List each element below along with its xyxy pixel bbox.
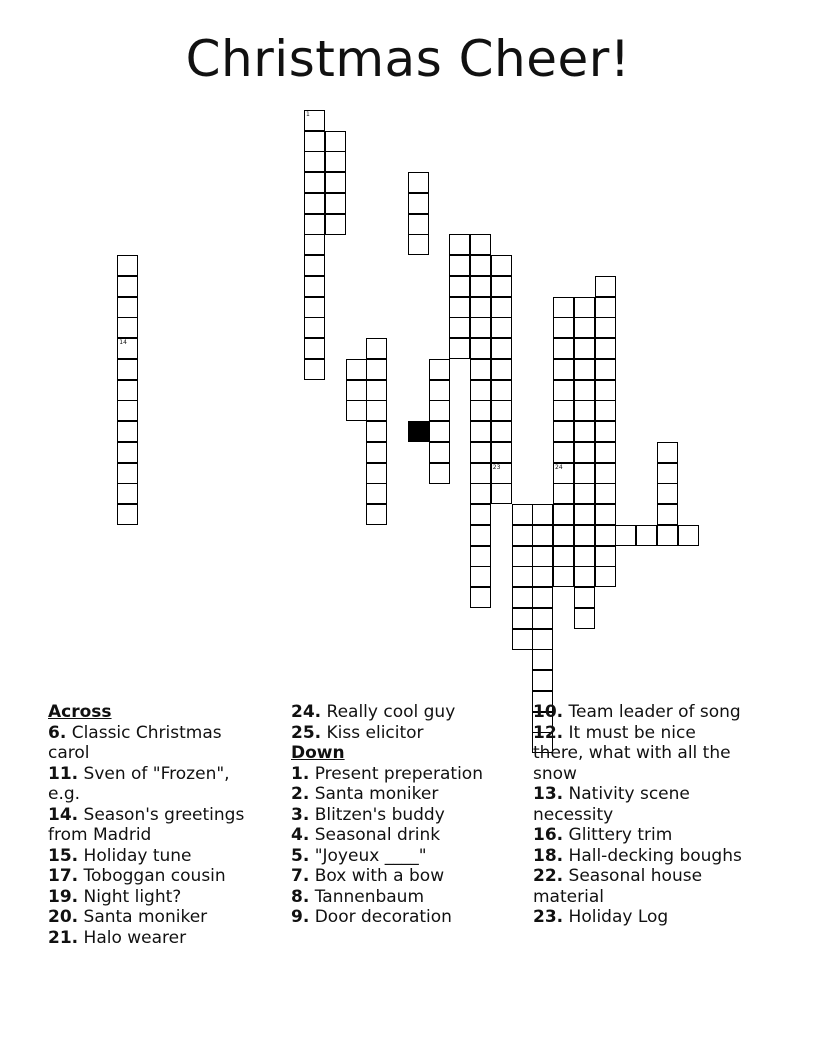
grid-cell[interactable]: [408, 172, 429, 193]
down-clue-list: [291, 764, 506, 928]
clue-item-text: Really cool guy: [326, 702, 456, 722]
grid-cell[interactable]: [553, 297, 574, 318]
clue-item-number: 21.: [48, 927, 79, 948]
clue-item: [533, 825, 748, 846]
clue-item-number: 24.: [291, 702, 322, 722]
grid-cell[interactable]: [532, 525, 553, 546]
down-heading: Down: [291, 743, 345, 763]
grid-cell[interactable]: [657, 442, 678, 463]
grid-cell[interactable]: [117, 359, 138, 380]
clue-item: [48, 887, 263, 908]
grid-cell[interactable]: [491, 338, 512, 359]
grid-cell[interactable]: [117, 255, 138, 276]
clue-item-text: Door decoration: [314, 907, 452, 927]
grid-cell[interactable]: [532, 587, 553, 608]
grid-cell[interactable]: [595, 400, 616, 421]
across-clue-list: [48, 723, 263, 949]
grid-cell[interactable]: [117, 483, 138, 504]
grid-cell[interactable]: [470, 483, 491, 504]
grid-cell[interactable]: [449, 255, 470, 276]
grid-cell[interactable]: [553, 525, 574, 546]
grid-cell[interactable]: [449, 276, 470, 297]
grid-cell[interactable]: [470, 400, 491, 421]
grid-cell[interactable]: [304, 110, 325, 131]
grid-cell[interactable]: [304, 151, 325, 172]
clue-item-number: 1.: [291, 763, 310, 784]
clue-item-number: 16.: [533, 825, 564, 845]
grid-cell[interactable]: [532, 608, 553, 629]
clue-item-text: Team leader of song: [568, 702, 741, 722]
grid-cell[interactable]: [574, 380, 595, 401]
grid-cell[interactable]: [595, 421, 616, 442]
grid-cell[interactable]: [595, 338, 616, 359]
grid-cell[interactable]: [449, 338, 470, 359]
puzzle-title: Christmas Cheer!: [185, 30, 631, 88]
clue-number: 1: [306, 110, 310, 118]
grid-cell[interactable]: [532, 566, 553, 587]
grid-cell[interactable]: [553, 442, 574, 463]
clue-item-text: Glittery trim: [568, 825, 673, 845]
clue-item: [48, 723, 263, 764]
grid-cell[interactable]: [491, 297, 512, 318]
grid-cell[interactable]: [304, 214, 325, 235]
grid-cell[interactable]: [429, 442, 450, 463]
grid-cell[interactable]: [553, 380, 574, 401]
grid-cell[interactable]: [574, 359, 595, 380]
clue-item-text: Classic Christmas carol: [48, 722, 222, 763]
grid-cell[interactable]: [574, 504, 595, 525]
clue-item: [291, 805, 506, 826]
clue-item-text: Holiday tune: [83, 845, 192, 866]
grid-cell[interactable]: [595, 380, 616, 401]
grid-cell[interactable]: [553, 546, 574, 567]
clue-item-number: 18.: [533, 845, 564, 866]
grid-cell[interactable]: [574, 587, 595, 608]
clue-item-text: Seasonal drink: [314, 825, 441, 845]
clue-item-number: 17.: [48, 866, 79, 886]
clue-item: [48, 764, 263, 805]
clue-item-text: Present preperation: [314, 763, 483, 784]
grid-cell[interactable]: [532, 546, 553, 567]
grid-cell[interactable]: [117, 421, 138, 442]
grid-cell[interactable]: [678, 525, 699, 546]
grid-cell[interactable]: [346, 359, 367, 380]
clue-item-text: Nativity scene necessity: [533, 784, 690, 825]
clue-item-number: 23.: [533, 907, 564, 927]
grid-cell[interactable]: [117, 338, 138, 359]
grid-cell[interactable]: [491, 255, 512, 276]
grid-cell[interactable]: [595, 483, 616, 504]
grid-cell[interactable]: [470, 380, 491, 401]
grid-cell[interactable]: [429, 463, 450, 484]
grid-cell[interactable]: [512, 504, 533, 525]
grid-cell[interactable]: [366, 442, 387, 463]
clue-item-number: 7.: [291, 866, 310, 886]
grid-cell[interactable]: [325, 172, 346, 193]
grid-cell[interactable]: [512, 608, 533, 629]
grid-cell[interactable]: [595, 297, 616, 318]
grid-cell[interactable]: [304, 359, 325, 380]
clue-item: [48, 928, 263, 949]
clue-item-text: Halo wearer: [83, 927, 187, 948]
grid-cell[interactable]: [574, 463, 595, 484]
grid-cell[interactable]: [574, 525, 595, 546]
grid-cell[interactable]: [408, 193, 429, 214]
grid-cell[interactable]: [574, 483, 595, 504]
clue-item-text: Seasonal house material: [533, 866, 703, 907]
clue-number: 24: [555, 463, 563, 471]
grid-cell[interactable]: [574, 421, 595, 442]
grid-cell[interactable]: [595, 276, 616, 297]
grid-cell[interactable]: [553, 359, 574, 380]
grid-cell[interactable]: [553, 338, 574, 359]
grid-cell[interactable]: [574, 297, 595, 318]
grid-cell[interactable]: [325, 151, 346, 172]
grid-cell[interactable]: [532, 504, 553, 525]
clue-item-text: It must be nice there, what with all the snow: [533, 722, 731, 784]
grid-cell[interactable]: [512, 587, 533, 608]
clue-item-number: 11.: [48, 763, 79, 784]
grid-cell[interactable]: [512, 629, 533, 650]
across-clue-list-continued: [291, 702, 506, 743]
grid-cell[interactable]: [470, 421, 491, 442]
grid-cell[interactable]: [574, 442, 595, 463]
clue-item-number: 2.: [291, 784, 310, 804]
grid-cell[interactable]: [117, 463, 138, 484]
clue-item-number: 22.: [533, 866, 564, 886]
clue-item-number: 3.: [291, 804, 310, 825]
grid-cell[interactable]: [491, 276, 512, 297]
grid-cell[interactable]: [304, 276, 325, 297]
grid-cell[interactable]: [491, 463, 512, 484]
grid-cell[interactable]: [595, 463, 616, 484]
grid-cell[interactable]: [470, 525, 491, 546]
grid-cell[interactable]: [366, 421, 387, 442]
grid-cell[interactable]: [325, 193, 346, 214]
clue-item-number: 9.: [291, 907, 310, 927]
grid-cell[interactable]: [304, 338, 325, 359]
grid-cell[interactable]: [449, 234, 470, 255]
grid-cell[interactable]: [429, 380, 450, 401]
grid-cell[interactable]: [117, 504, 138, 525]
grid-cell[interactable]: [470, 566, 491, 587]
grid-cell[interactable]: [470, 546, 491, 567]
grid-cell[interactable]: [429, 359, 450, 380]
clue-item-text: Toboggan cousin: [83, 866, 226, 886]
clue-item: [48, 907, 263, 928]
clue-item: [291, 866, 506, 887]
clue-item: [48, 846, 263, 867]
grid-cell[interactable]: [595, 359, 616, 380]
clue-number: 14: [119, 339, 127, 347]
grid-cell[interactable]: [574, 317, 595, 338]
grid-cell[interactable]: [304, 255, 325, 276]
clue-item-text: Santa moniker: [314, 784, 439, 804]
clue-item: [533, 702, 748, 723]
grid-cell[interactable]: [553, 504, 574, 525]
grid-cell[interactable]: [657, 483, 678, 504]
clues-column-1: [48, 702, 263, 948]
clue-item: [48, 866, 263, 887]
clue-item-number: 19.: [48, 886, 79, 907]
grid-cell[interactable]: [574, 338, 595, 359]
grid-cell[interactable]: [657, 463, 678, 484]
grid-cell[interactable]: [304, 234, 325, 255]
clue-item-number: 6.: [48, 722, 67, 743]
grid-cell[interactable]: [636, 525, 657, 546]
grid-cell[interactable]: [595, 566, 616, 587]
grid-cell[interactable]: [470, 255, 491, 276]
clue-item: [291, 846, 506, 867]
grid-cell[interactable]: [553, 483, 574, 504]
clue-item-number: 8.: [291, 886, 310, 907]
grid-cell[interactable]: [449, 297, 470, 318]
grid-cell[interactable]: [595, 525, 616, 546]
grid-cell[interactable]: [615, 525, 636, 546]
grid-cell[interactable]: [470, 234, 491, 255]
grid-cell[interactable]: [470, 359, 491, 380]
clue-item-text: Hall-decking boughs: [568, 845, 742, 866]
grid-cell[interactable]: [595, 504, 616, 525]
grid-cell[interactable]: [366, 380, 387, 401]
clue-item-number: 13.: [533, 784, 564, 804]
grid-cell[interactable]: [574, 566, 595, 587]
grid-cell[interactable]: [512, 525, 533, 546]
clue-item-text: Holiday Log: [568, 907, 669, 927]
grid-cell[interactable]: [346, 400, 367, 421]
clue-item-number: 25.: [291, 722, 322, 743]
clue-item-text: Kiss elicitor: [326, 722, 424, 743]
grid-cell[interactable]: [117, 276, 138, 297]
grid-cell[interactable]: [657, 525, 678, 546]
clue-item: [533, 784, 748, 825]
grid-cell[interactable]: [304, 131, 325, 152]
clue-item: [533, 846, 748, 867]
clue-item: [291, 907, 506, 928]
grid-cell[interactable]: [325, 131, 346, 152]
grid-cell[interactable]: [304, 297, 325, 318]
grid-cell[interactable]: [491, 317, 512, 338]
clue-item-text: "Joyeux ____": [314, 845, 427, 866]
grid-cell[interactable]: [366, 400, 387, 421]
grid-cell[interactable]: [553, 400, 574, 421]
grid-cell[interactable]: [429, 400, 450, 421]
grid-cell[interactable]: [512, 546, 533, 567]
grid-cell[interactable]: [117, 380, 138, 401]
clue-item-text: Season's greetings from Madrid: [48, 804, 245, 845]
grid-cell[interactable]: [595, 317, 616, 338]
grid-cell[interactable]: [408, 234, 429, 255]
clue-item: [291, 784, 506, 805]
grid-cell[interactable]: [366, 359, 387, 380]
grid-cell[interactable]: [470, 442, 491, 463]
grid-cell[interactable]: [532, 629, 553, 650]
grid-cell[interactable]: [657, 504, 678, 525]
grid-cell[interactable]: [491, 442, 512, 463]
grid-cell[interactable]: [491, 400, 512, 421]
grid-cell[interactable]: [408, 214, 429, 235]
grid-cell[interactable]: [117, 400, 138, 421]
grid-cell[interactable]: [512, 566, 533, 587]
clue-item: [291, 887, 506, 908]
grid-cell[interactable]: [117, 442, 138, 463]
grid-cell[interactable]: [595, 442, 616, 463]
grid-cell[interactable]: [553, 421, 574, 442]
grid-cell[interactable]: [366, 483, 387, 504]
grid-cell[interactable]: [574, 608, 595, 629]
grid-cell[interactable]: [553, 566, 574, 587]
grid-cell[interactable]: [532, 649, 553, 670]
grid-cell[interactable]: [470, 504, 491, 525]
grid-cell[interactable]: [553, 463, 574, 484]
clue-item-number: 12.: [533, 722, 564, 743]
grid-cell[interactable]: [574, 400, 595, 421]
grid-cell[interactable]: [491, 380, 512, 401]
clue-item-text: Santa moniker: [83, 907, 208, 927]
grid-cell[interactable]: [117, 297, 138, 318]
grid-cell[interactable]: [366, 338, 387, 359]
clue-item: [533, 907, 748, 928]
grid-cell[interactable]: [470, 338, 491, 359]
clue-item: [533, 866, 748, 907]
grid-cell[interactable]: [366, 504, 387, 525]
grid-cell[interactable]: [574, 546, 595, 567]
grid-cell[interactable]: [304, 172, 325, 193]
clue-item-text: Box with a bow: [314, 866, 445, 886]
grid-cell[interactable]: [491, 483, 512, 504]
grid-cell[interactable]: [532, 670, 553, 691]
grid-cell[interactable]: [346, 380, 367, 401]
clue-item: [291, 764, 506, 785]
grid-cell[interactable]: [491, 359, 512, 380]
grid-cell[interactable]: [449, 317, 470, 338]
clue-item-text: Night light?: [83, 886, 182, 907]
clue-number: 23: [492, 463, 501, 471]
down-clue-list-continued: [533, 702, 748, 928]
grid-cell[interactable]: [470, 276, 491, 297]
black-square: [408, 421, 429, 442]
grid-cell[interactable]: [470, 317, 491, 338]
clues-column-3: [533, 702, 748, 928]
clue-item-text: Sven of "Frozen", e.g.: [48, 763, 230, 804]
grid-cell[interactable]: [366, 463, 387, 484]
grid-cell[interactable]: [595, 546, 616, 567]
clue-item-text: Tannenbaum: [314, 886, 425, 907]
clue-item-number: 4.: [291, 825, 310, 845]
clue-item: [291, 723, 506, 744]
clue-item: [533, 723, 748, 785]
clue-item: [291, 825, 506, 846]
clue-item-number: 15.: [48, 845, 79, 866]
grid-cell[interactable]: [117, 317, 138, 338]
grid-cell[interactable]: [325, 214, 346, 235]
across-heading: Across: [48, 702, 112, 722]
clue-item-text: Blitzen's buddy: [314, 804, 445, 825]
grid-cell[interactable]: [304, 317, 325, 338]
clue-item-number: 5.: [291, 845, 310, 866]
grid-cell[interactable]: [429, 421, 450, 442]
grid-cell[interactable]: [470, 297, 491, 318]
grid-cell[interactable]: [553, 317, 574, 338]
grid-cell[interactable]: [491, 421, 512, 442]
clue-item-number: 14.: [48, 804, 79, 825]
clue-item-number: 10.: [533, 702, 564, 722]
grid-cell[interactable]: [470, 463, 491, 484]
clue-item-number: 20.: [48, 907, 79, 927]
clues-column-2: [291, 702, 506, 928]
clue-item: [48, 805, 263, 846]
grid-cell[interactable]: [304, 193, 325, 214]
clue-item: [291, 702, 506, 723]
grid-cell[interactable]: [470, 587, 491, 608]
